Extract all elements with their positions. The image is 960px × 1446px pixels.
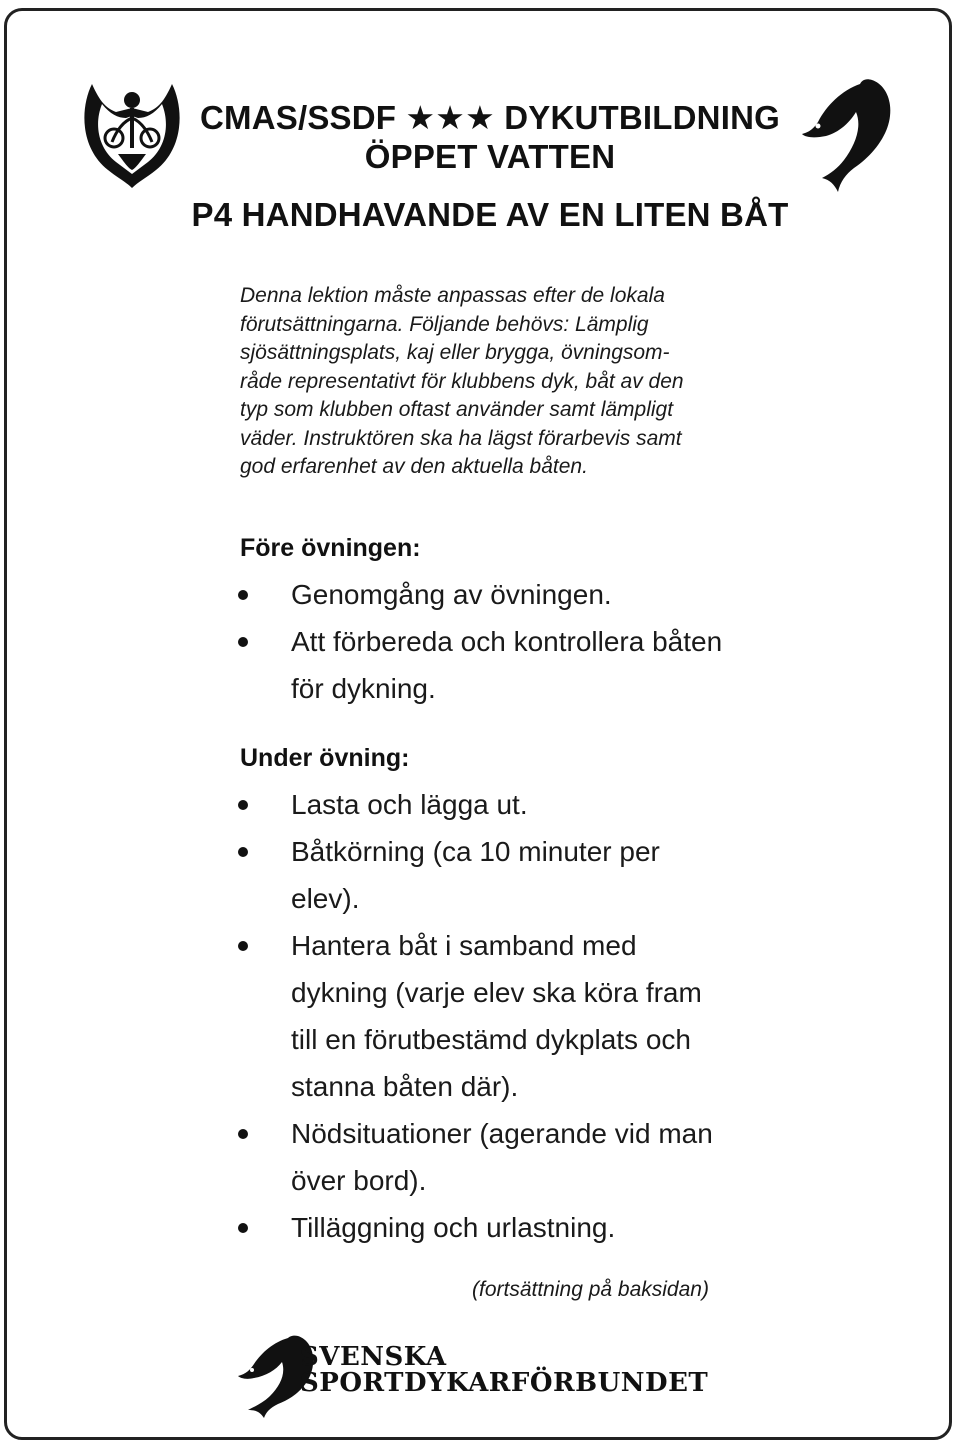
intro-line: förutsättningarna. Följande behövs: Lämplig bbox=[240, 312, 649, 336]
list-item bbox=[238, 618, 798, 712]
intro-line: väder. Instruktören ska ha lägst förarbevis samt bbox=[240, 426, 682, 450]
bullet-icon bbox=[238, 847, 248, 857]
intro-line: råde representativt för klubbens dyk, båt av den bbox=[240, 369, 684, 393]
list-item-text: Att förbereda och kontrollera båten bbox=[291, 626, 723, 657]
list-item bbox=[238, 1110, 798, 1204]
list-item-text: dykning (varje elev ska köra fram bbox=[291, 977, 702, 1008]
course-title: CMAS/SSDF ★★★ DYKUTBILDNING bbox=[200, 99, 780, 136]
org-line-2: SPORTDYKARFÖRBUNDET bbox=[300, 1368, 709, 1398]
list-item-text: över bord). bbox=[291, 1165, 427, 1196]
list-item bbox=[238, 781, 798, 828]
bullet-icon bbox=[238, 941, 248, 951]
lesson-title: P4 HANDHAVANDE AV EN LITEN BÅT bbox=[191, 196, 789, 233]
list-item-text: elev). bbox=[291, 883, 360, 914]
list-item-text: till en förutbestämd dykplats och bbox=[291, 1024, 691, 1055]
intro-paragraph bbox=[240, 282, 760, 482]
continued-note: (fortsättning på baksidan) bbox=[472, 1278, 709, 1301]
list-item-text: Hantera båt i samband med bbox=[291, 930, 637, 961]
org-line-1: SVENSKA bbox=[300, 1342, 447, 1372]
section-heading-during: Under övning: bbox=[240, 744, 410, 772]
list-item-text: Båtkörning (ca 10 minuter per bbox=[291, 836, 660, 867]
list-item-text: stanna båten där). bbox=[291, 1071, 519, 1102]
bullet-icon bbox=[238, 637, 248, 647]
list-item-text: Nödsituationer (agerande vid man bbox=[291, 1118, 713, 1149]
list-item-text: Tilläggning och urlastning. bbox=[291, 1212, 616, 1243]
section-heading-before: Före övningen: bbox=[240, 534, 421, 562]
list-item-text: Genomgång av övningen. bbox=[291, 579, 612, 610]
list-item bbox=[238, 1204, 798, 1251]
intro-line: typ som klubben oftast använder samt lämpligt bbox=[240, 398, 674, 421]
list-item-text: Lasta och lägga ut. bbox=[291, 789, 528, 820]
list-item bbox=[238, 571, 798, 618]
list-item bbox=[238, 828, 798, 922]
organization-name bbox=[300, 1344, 708, 1396]
bullet-icon bbox=[238, 590, 248, 600]
bullet-icon bbox=[238, 800, 248, 810]
course-subtitle: ÖPPET VATTEN bbox=[364, 138, 616, 175]
intro-line: sjösättningsplats, kaj eller brygga, övningsom- bbox=[240, 341, 670, 364]
during-list bbox=[238, 781, 798, 1251]
intro-line: Denna lektion måste anpassas efter de lokala bbox=[240, 284, 665, 307]
before-list bbox=[238, 571, 798, 712]
intro-line: god erfarenhet av den aktuella båten. bbox=[240, 455, 588, 478]
list-item bbox=[238, 922, 798, 1110]
bullet-icon bbox=[238, 1129, 248, 1139]
list-item-text: för dykning. bbox=[291, 673, 436, 704]
bullet-icon bbox=[238, 1223, 248, 1233]
